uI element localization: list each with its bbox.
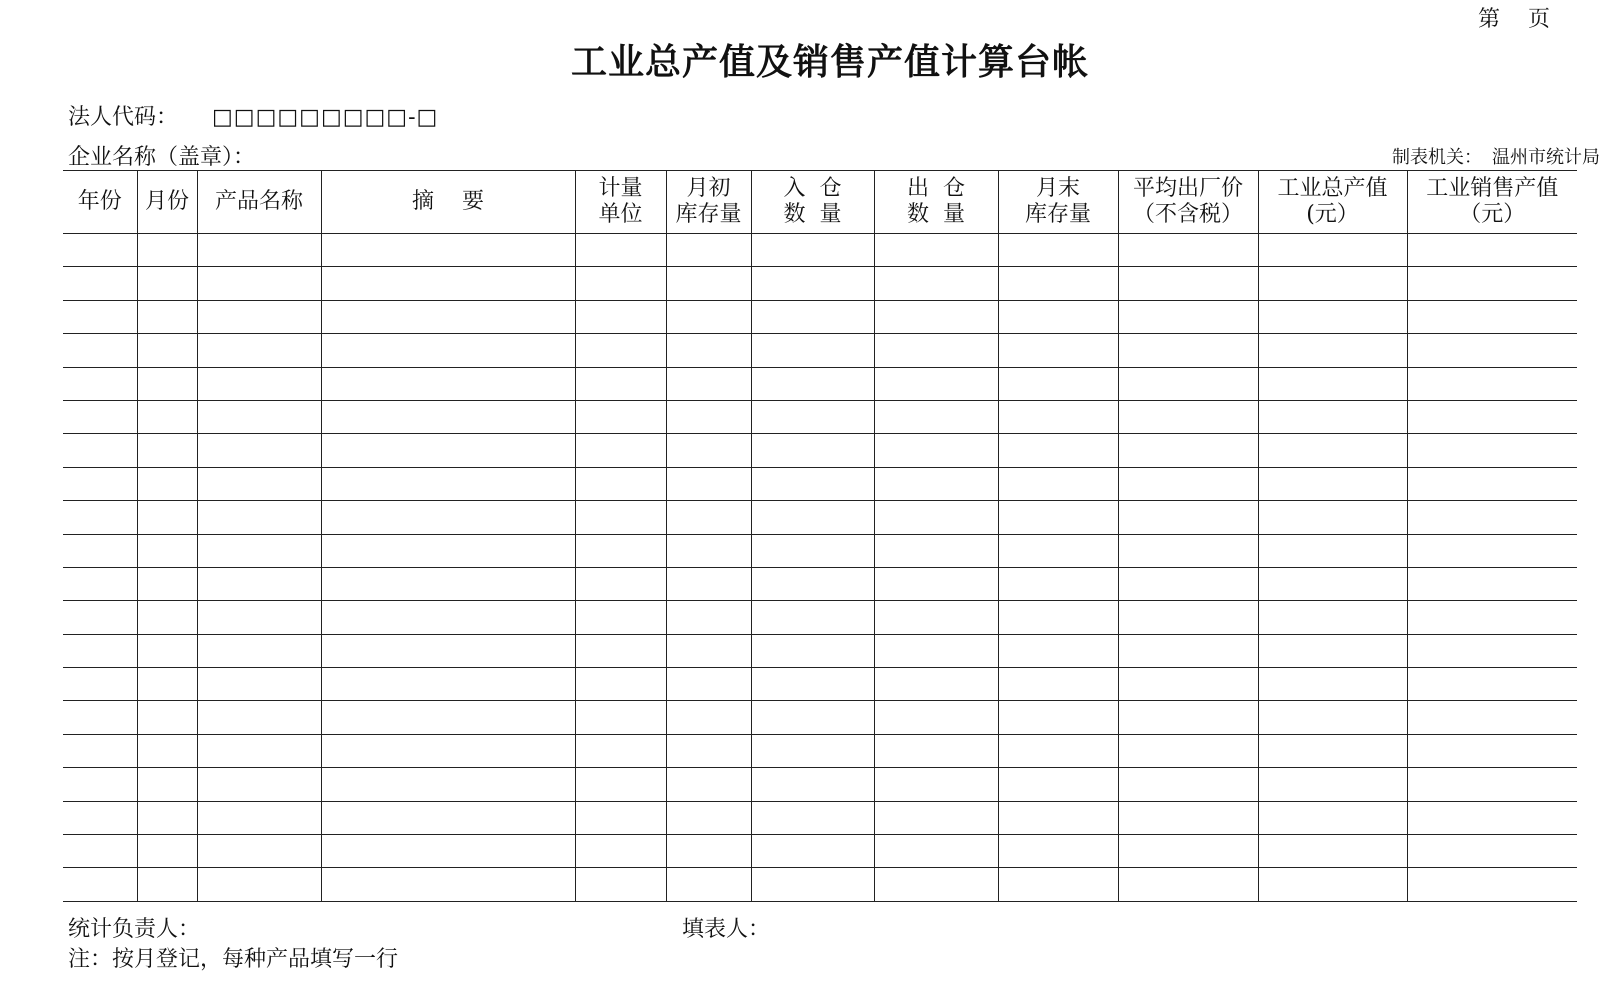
table-cell[interactable]	[666, 634, 751, 667]
table-cell[interactable]	[575, 801, 666, 834]
table-cell[interactable]	[874, 601, 998, 634]
column-header: 摘 要	[321, 171, 575, 234]
table-cell[interactable]	[1407, 768, 1577, 801]
table-cell[interactable]	[321, 400, 575, 433]
table-cell[interactable]	[998, 400, 1118, 433]
table-cell[interactable]	[321, 701, 575, 734]
table-cell[interactable]	[137, 668, 197, 701]
table-cell[interactable]	[137, 601, 197, 634]
table-cell[interactable]	[575, 634, 666, 667]
table-cell[interactable]	[63, 634, 137, 667]
table-cell[interactable]	[63, 534, 137, 567]
table-cell[interactable]	[874, 367, 998, 400]
table-cell[interactable]	[874, 534, 998, 567]
table-cell[interactable]	[751, 400, 874, 433]
table-cell[interactable]	[666, 400, 751, 433]
table-cell[interactable]	[1258, 668, 1407, 701]
table-cell[interactable]	[197, 701, 321, 734]
table-cell[interactable]	[575, 868, 666, 901]
table-cell[interactable]	[575, 501, 666, 534]
column-header: 出 仓 数 量	[874, 171, 998, 234]
table-cell[interactable]	[1407, 467, 1577, 500]
table-cell[interactable]	[1407, 868, 1577, 901]
table-cell[interactable]	[751, 334, 874, 367]
table-cell[interactable]	[874, 634, 998, 667]
table-cell[interactable]	[197, 734, 321, 767]
table-cell[interactable]	[137, 868, 197, 901]
table-row	[63, 534, 1577, 567]
table-header-row	[63, 171, 1577, 234]
table-cell[interactable]	[63, 434, 137, 467]
table-cell[interactable]	[1407, 634, 1577, 667]
table-cell[interactable]	[751, 300, 874, 333]
table-cell[interactable]	[63, 234, 137, 267]
table-cell[interactable]	[1118, 801, 1258, 834]
table-cell[interactable]	[1258, 367, 1407, 400]
table-cell[interactable]	[751, 634, 874, 667]
table-cell[interactable]	[1118, 234, 1258, 267]
table-cell[interactable]	[998, 567, 1118, 600]
table-cell[interactable]	[137, 567, 197, 600]
table-cell[interactable]	[137, 734, 197, 767]
table-cell[interactable]	[751, 467, 874, 500]
table-row	[63, 835, 1577, 868]
table-cell[interactable]	[1407, 334, 1577, 367]
table-row	[63, 267, 1577, 300]
table-cell[interactable]	[666, 501, 751, 534]
table-cell[interactable]	[751, 701, 874, 734]
column-header: 月份	[137, 171, 197, 234]
table-cell[interactable]	[137, 234, 197, 267]
table-row	[63, 567, 1577, 600]
table-cell[interactable]	[321, 668, 575, 701]
table-cell[interactable]	[63, 367, 137, 400]
table-cell[interactable]	[575, 367, 666, 400]
table-cell[interactable]	[666, 434, 751, 467]
table-cell[interactable]	[1258, 835, 1407, 868]
table-cell[interactable]	[137, 367, 197, 400]
table-cell[interactable]	[63, 501, 137, 534]
table-cell[interactable]	[321, 434, 575, 467]
table-cell[interactable]	[197, 400, 321, 433]
table-cell[interactable]	[1258, 634, 1407, 667]
table-cell[interactable]	[751, 501, 874, 534]
table-cell[interactable]	[666, 534, 751, 567]
table-cell[interactable]	[1258, 801, 1407, 834]
table-cell[interactable]	[874, 734, 998, 767]
table-cell[interactable]	[1258, 868, 1407, 901]
table-cell[interactable]	[197, 768, 321, 801]
table-cell[interactable]	[1407, 400, 1577, 433]
table-cell[interactable]	[874, 267, 998, 300]
table-cell[interactable]	[63, 467, 137, 500]
table-row	[63, 467, 1577, 500]
table-cell[interactable]	[998, 501, 1118, 534]
table-cell[interactable]	[575, 334, 666, 367]
table-cell[interactable]	[1407, 534, 1577, 567]
table-cell[interactable]	[1258, 467, 1407, 500]
table-cell[interactable]	[1258, 267, 1407, 300]
table-cell[interactable]	[666, 300, 751, 333]
table-cell[interactable]	[197, 634, 321, 667]
table-cell[interactable]	[998, 267, 1118, 300]
page-number-label: 第 页	[1478, 7, 1550, 32]
table-cell[interactable]	[197, 868, 321, 901]
table-cell[interactable]	[63, 734, 137, 767]
table-cell[interactable]	[197, 534, 321, 567]
table-cell[interactable]	[63, 267, 137, 300]
table-cell[interactable]	[1118, 601, 1258, 634]
table-cell[interactable]	[1118, 267, 1258, 300]
table-cell[interactable]	[751, 835, 874, 868]
preparer-label: 填表人：	[682, 917, 771, 942]
table-row	[63, 868, 1577, 901]
table-cell[interactable]	[137, 768, 197, 801]
table-cell[interactable]	[575, 567, 666, 600]
table-cell[interactable]	[874, 234, 998, 267]
table-cell[interactable]	[1258, 768, 1407, 801]
table-cell[interactable]	[1118, 534, 1258, 567]
table-cell[interactable]	[137, 434, 197, 467]
table-cell[interactable]	[998, 534, 1118, 567]
table-cell[interactable]	[1118, 434, 1258, 467]
column-header: 月末 库存量	[998, 171, 1118, 234]
table-cell[interactable]	[1118, 734, 1258, 767]
table-cell[interactable]	[197, 334, 321, 367]
table-cell[interactable]	[1118, 334, 1258, 367]
table-cell[interactable]	[874, 467, 998, 500]
stat-head-label: 统计负责人：	[68, 917, 201, 942]
table-cell[interactable]	[1407, 701, 1577, 734]
table-cell[interactable]	[137, 400, 197, 433]
table-cell[interactable]	[666, 801, 751, 834]
table-cell[interactable]	[63, 768, 137, 801]
table-cell[interactable]	[1258, 334, 1407, 367]
table-cell[interactable]	[1118, 868, 1258, 901]
table-row	[63, 734, 1577, 767]
table-cell[interactable]	[63, 334, 137, 367]
table-cell[interactable]	[998, 601, 1118, 634]
table-cell[interactable]	[137, 300, 197, 333]
table-cell[interactable]	[998, 234, 1118, 267]
table-cell[interactable]	[998, 768, 1118, 801]
table-cell[interactable]	[1407, 501, 1577, 534]
table-cell[interactable]	[874, 434, 998, 467]
table-cell[interactable]	[63, 567, 137, 600]
table-cell[interactable]	[874, 400, 998, 433]
table-cell[interactable]	[575, 267, 666, 300]
table-cell[interactable]	[137, 334, 197, 367]
table-cell[interactable]	[666, 334, 751, 367]
column-header: 年份	[63, 171, 137, 234]
table-cell[interactable]	[63, 835, 137, 868]
table-cell[interactable]	[575, 434, 666, 467]
table-cell[interactable]	[751, 234, 874, 267]
footer-note: 注：按月登记，每种产品填写一行	[68, 947, 399, 972]
table-cell[interactable]	[1407, 300, 1577, 333]
table-cell[interactable]	[998, 434, 1118, 467]
table-row	[63, 701, 1577, 734]
table-cell[interactable]	[575, 701, 666, 734]
table-cell[interactable]	[197, 267, 321, 300]
ledger-table	[63, 170, 1577, 902]
table-cell[interactable]	[666, 267, 751, 300]
table-row	[63, 434, 1577, 467]
table-row	[63, 801, 1577, 834]
table-cell[interactable]	[321, 367, 575, 400]
table-cell[interactable]	[321, 768, 575, 801]
legal-code-label: 法人代码：	[68, 105, 179, 130]
table-cell[interactable]	[63, 868, 137, 901]
table-cell[interactable]	[1258, 234, 1407, 267]
table-cell[interactable]	[1258, 300, 1407, 333]
table-cell[interactable]	[197, 801, 321, 834]
table-cell[interactable]	[1407, 434, 1577, 467]
column-header: 工业总产值 (元）	[1258, 171, 1407, 234]
table-cell[interactable]	[998, 467, 1118, 500]
table-cell[interactable]	[63, 300, 137, 333]
table-cell[interactable]	[137, 534, 197, 567]
table-cell[interactable]	[321, 334, 575, 367]
table-cell[interactable]	[1118, 701, 1258, 734]
table-cell[interactable]	[321, 300, 575, 333]
table-cell[interactable]	[197, 367, 321, 400]
table-cell[interactable]	[1118, 467, 1258, 500]
table-cell[interactable]	[998, 801, 1118, 834]
table-cell[interactable]	[575, 835, 666, 868]
table-cell[interactable]	[575, 668, 666, 701]
table-cell[interactable]	[666, 734, 751, 767]
table-cell[interactable]	[197, 234, 321, 267]
table-cell[interactable]	[998, 734, 1118, 767]
table-cell[interactable]	[197, 467, 321, 500]
table-cell[interactable]	[1258, 601, 1407, 634]
table-cell[interactable]	[874, 768, 998, 801]
page-title: 工业总产值及销售产值计算台帐	[570, 42, 1089, 83]
table-cell[interactable]	[321, 567, 575, 600]
table-cell[interactable]	[666, 701, 751, 734]
table-cell[interactable]	[575, 467, 666, 500]
table-row	[63, 334, 1577, 367]
table-cell[interactable]	[751, 868, 874, 901]
table-cell[interactable]	[1118, 634, 1258, 667]
table-cell[interactable]	[197, 300, 321, 333]
table-cell[interactable]	[874, 300, 998, 333]
table-cell[interactable]	[63, 400, 137, 433]
table-cell[interactable]	[1258, 701, 1407, 734]
table-cell[interactable]	[321, 267, 575, 300]
table-cell[interactable]	[874, 835, 998, 868]
table-cell[interactable]	[321, 868, 575, 901]
table-cell[interactable]	[197, 434, 321, 467]
agency-label: 制表机关：	[1392, 147, 1482, 168]
table-cell[interactable]	[1258, 501, 1407, 534]
table-cell[interactable]	[751, 734, 874, 767]
table-cell[interactable]	[321, 467, 575, 500]
table-cell[interactable]	[321, 634, 575, 667]
table-cell[interactable]	[1258, 734, 1407, 767]
table-cell[interactable]	[575, 601, 666, 634]
table-cell[interactable]	[666, 234, 751, 267]
table-cell[interactable]	[137, 267, 197, 300]
table-cell[interactable]	[998, 334, 1118, 367]
table-cell[interactable]	[1118, 567, 1258, 600]
table-cell[interactable]	[321, 601, 575, 634]
table-cell[interactable]	[874, 668, 998, 701]
table-cell[interactable]	[1118, 668, 1258, 701]
table-cell[interactable]	[1118, 400, 1258, 433]
table-cell[interactable]	[751, 601, 874, 634]
table-cell[interactable]	[575, 300, 666, 333]
table-cell[interactable]	[321, 501, 575, 534]
table-cell[interactable]	[998, 367, 1118, 400]
table-cell[interactable]	[1407, 234, 1577, 267]
legal-code-boxes[interactable]: □□□□□□□□□-□	[212, 105, 439, 130]
table-cell[interactable]	[137, 634, 197, 667]
table-cell[interactable]	[1407, 601, 1577, 634]
table-cell[interactable]	[1258, 434, 1407, 467]
table-cell[interactable]	[1118, 367, 1258, 400]
table-cell[interactable]	[666, 668, 751, 701]
table-cell[interactable]	[998, 668, 1118, 701]
table-cell[interactable]	[874, 801, 998, 834]
column-header: 平均出厂价 （不含税）	[1118, 171, 1258, 234]
table-cell[interactable]	[575, 400, 666, 433]
table-cell[interactable]	[874, 334, 998, 367]
column-header: 入 仓 数 量	[751, 171, 874, 234]
table-cell[interactable]	[1407, 801, 1577, 834]
legal-code-row	[68, 100, 438, 131]
table-row	[63, 234, 1577, 267]
table-cell[interactable]	[1407, 835, 1577, 868]
enterprise-name-label: 企业名称（盖章）：	[68, 145, 256, 170]
table-cell[interactable]	[63, 668, 137, 701]
agency-value: 温州市统计局	[1492, 147, 1600, 168]
column-header: 月初 库存量	[666, 171, 751, 234]
table-row	[63, 634, 1577, 667]
table-row	[63, 367, 1577, 400]
table-cell[interactable]	[1407, 567, 1577, 600]
table-cell[interactable]	[666, 835, 751, 868]
table-cell[interactable]	[575, 734, 666, 767]
table-row	[63, 300, 1577, 333]
table-cell[interactable]	[1407, 267, 1577, 300]
table-cell[interactable]	[197, 501, 321, 534]
table-cell[interactable]	[63, 801, 137, 834]
table-cell[interactable]	[1407, 367, 1577, 400]
table-cell[interactable]	[666, 768, 751, 801]
table-cell[interactable]	[1258, 567, 1407, 600]
table-cell[interactable]	[575, 534, 666, 567]
table-cell[interactable]	[197, 835, 321, 868]
table-row	[63, 601, 1577, 634]
table-cell[interactable]	[137, 835, 197, 868]
table-cell[interactable]	[751, 801, 874, 834]
table-cell[interactable]	[874, 501, 998, 534]
table-cell[interactable]	[874, 868, 998, 901]
table-cell[interactable]	[197, 567, 321, 600]
table-cell[interactable]	[575, 768, 666, 801]
table-cell[interactable]	[137, 467, 197, 500]
table-row	[63, 768, 1577, 801]
table-cell[interactable]	[1258, 534, 1407, 567]
table-cell[interactable]	[666, 567, 751, 600]
table-cell[interactable]	[666, 868, 751, 901]
table-cell[interactable]	[321, 801, 575, 834]
table-cell[interactable]	[666, 601, 751, 634]
table-cell[interactable]	[998, 634, 1118, 667]
agency-row	[1392, 143, 1600, 169]
column-header: 计量 单位	[575, 171, 666, 234]
table-cell[interactable]	[874, 701, 998, 734]
table-row	[63, 501, 1577, 534]
table-cell[interactable]	[321, 734, 575, 767]
table-cell[interactable]	[751, 267, 874, 300]
table-cell[interactable]	[1118, 835, 1258, 868]
table-body	[63, 234, 1577, 902]
table-cell[interactable]	[751, 567, 874, 600]
table-row	[63, 400, 1577, 433]
table-cell[interactable]	[666, 367, 751, 400]
table-cell[interactable]	[751, 534, 874, 567]
table-cell[interactable]	[874, 567, 998, 600]
table-cell[interactable]	[998, 835, 1118, 868]
table-cell[interactable]	[1118, 300, 1258, 333]
table-cell[interactable]	[197, 668, 321, 701]
table-cell[interactable]	[137, 501, 197, 534]
table-cell[interactable]	[321, 534, 575, 567]
table-cell[interactable]	[666, 467, 751, 500]
table-cell[interactable]	[998, 868, 1118, 901]
column-header: 工业销售产值 （元）	[1407, 171, 1577, 234]
table-cell[interactable]	[1118, 768, 1258, 801]
table-cell[interactable]	[751, 434, 874, 467]
table-cell[interactable]	[998, 300, 1118, 333]
table-cell[interactable]	[63, 701, 137, 734]
table-cell[interactable]	[63, 601, 137, 634]
table-cell[interactable]	[321, 234, 575, 267]
table-cell[interactable]	[1258, 400, 1407, 433]
table-cell[interactable]	[751, 367, 874, 400]
table-cell[interactable]	[1407, 734, 1577, 767]
table-row	[63, 668, 1577, 701]
table-cell[interactable]	[998, 701, 1118, 734]
table-cell[interactable]	[575, 234, 666, 267]
table-cell[interactable]	[137, 701, 197, 734]
table-cell[interactable]	[197, 601, 321, 634]
table-cell[interactable]	[1407, 668, 1577, 701]
table-cell[interactable]	[137, 801, 197, 834]
column-header: 产品名称	[197, 171, 321, 234]
table-cell[interactable]	[321, 835, 575, 868]
table-cell[interactable]	[1118, 501, 1258, 534]
table-cell[interactable]	[751, 768, 874, 801]
table-cell[interactable]	[751, 668, 874, 701]
